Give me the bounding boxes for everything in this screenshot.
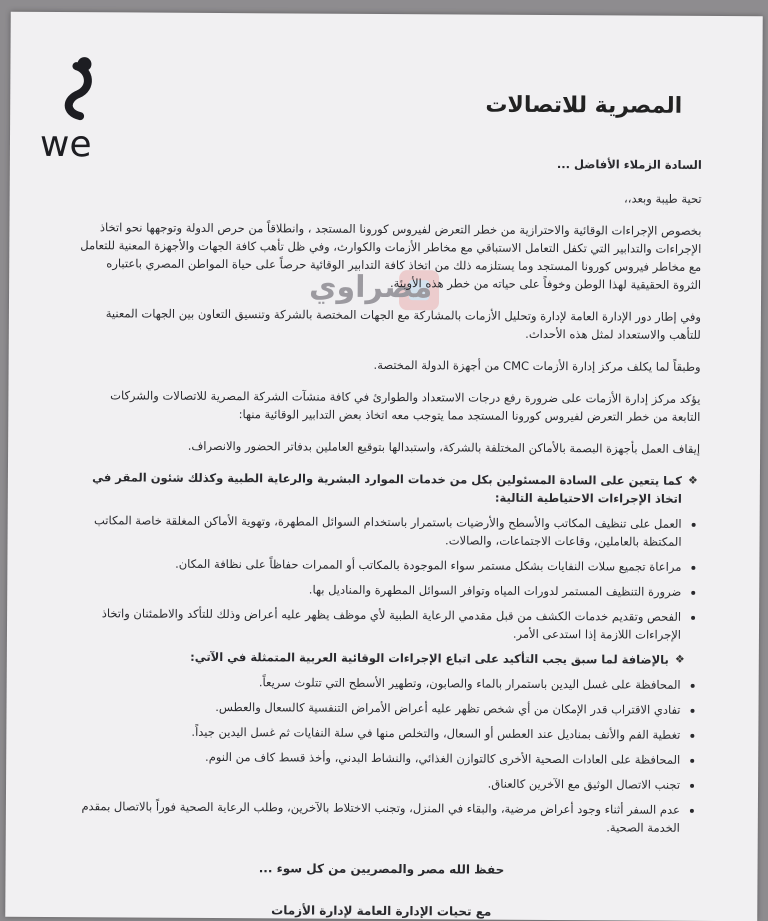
letter-body — [76, 152, 702, 844]
closing-line: حفظ الله مصر والمصريين من كل سوء ... — [258, 861, 505, 877]
we-logo — [32, 48, 123, 169]
salutation: السادة الزملاء الأفاضل ... — [556, 157, 702, 172]
directive-list-2 — [77, 647, 699, 669]
list-item: • تفادي الاقتراب قدر الإمكان من أي شخص تظهر عليه أعراض الأمراض التنفسية كالسعال والعطس. — [76, 697, 680, 719]
list-item: • تجنب الاتصال الوثيق مع الآخرين كالعناق. — [76, 772, 680, 794]
measures-list-2 — [76, 672, 699, 837]
list-item: • ضرورة التنظيف المستمر لدورات المياه وتوافر السوائل المطهرة والمناديل بها. — [77, 579, 681, 601]
measures-list-1 — [77, 511, 700, 644]
list-item: • تغطية الفم والأنف بمناديل عند العطس أو السعال، والتخلص منها في سلة النفايات ثم غسل اليدين جيداً. — [76, 722, 680, 744]
company-name: المصرية للاتصالات — [485, 92, 683, 119]
paragraph-5: إيقاف العمل بأجهزة البصمة بالأماكن المختلفة بالشركة، واستبدالها بتوقيع العاملين بدفاتر الحضور والانصراف. — [187, 438, 701, 456]
document-page — [5, 12, 763, 921]
list-item: • عدم السفر أثناء وجود أعراض مرضية، والبقاء في المنزل، وتجنب الاختلاط بالآخرين، وطلب الرعاية الصحية فوراً بالاتصال بمقدم الخدمة الصحية. — [76, 797, 680, 837]
list-item: • المحافظة على العادات الصحية الأخرى كالتوازن الغذائي، والنشاط البدني، وأخذ قسط كاف من النوم. — [76, 747, 680, 769]
paragraph-1: بخصوص الإجراءات الوقائية والاحترازية من خطر التعرض لفيروس كورونا المستجد ، وانطلاقاً من حرص الدولة وتوجهها نحو اتخاذ الإجراءات والتدابير التي تكفل التعامل الاستباقي مع مخاطر الأزمات والكوارث، وفي ظل تأهب كافة الجهات والأجهزة المعنية للتعامل مع مخاطر فيروس كورونا المستجد وما يستلزمه ذلك من اتخاذ كافة التدابير الوقائية حرصاً على حياة المواطن المصري باعتباره الثروة الحقيقية لهذا الوطن وخوفاً على حياته من خطر هذه الأوبئة. — [80, 220, 702, 292]
logo-text: we — [39, 123, 92, 166]
list-item: • الفحص وتقديم خدمات الكشف من قبل مقدمي الرعاية الطبية لأي موظف يظهر عليه أعراض وذلك للتأكد والاطمئنان واتخاذ الإجراءات اللازمة إذا استدعى الأمر. — [77, 604, 681, 644]
directive-1: ❖ كما يتعين على السادة المسئولين بكل من خدمات الموارد البشرية والرعاية الطبية وكذلك شئون المقر في اتخاذ الإجراءات الاحتياطية التالية: — [78, 468, 682, 508]
signature-line: مع تحيات الإدارة العامة لإدارة الأزمات — [271, 903, 492, 919]
paragraph-3: وطبقاً لما يكلف مركز إدارة الأزمات CMC من أجهزة الدولة المختصة. — [373, 357, 701, 374]
watermark-text: مصراوي — [308, 269, 433, 306]
list-item: • العمل على تنظيف المكاتب والأسطح والأرضيات باستمرار باستخدام السوائل المطهرة، وتهوية الأماكن المغلقة خاصة المكاتب المكتظة بالعاملين، وقاعات الاجتماعات، والصالات. — [78, 511, 682, 551]
letter-footer — [5, 860, 757, 921]
directive-2: ❖ بالإضافة لما سبق يجب التأكيد على اتباع الإجراءات الوقائية العربية المتمثلة في الآتي: — [77, 647, 669, 669]
paragraph-4: يؤكد مركز إدارة الأزمات على ضرورة رفع درجات الاستعداد والطوارئ في كافة منشآت الشركة المصرية للاتصالات والشركات التابعة من خطر التعرض لفيروس كورونا المستجد مما يتوجب معه اتخاذ بعض التدابير الوقائية منها: — [110, 388, 701, 424]
list-item: • مراعاة تجميع سلات النفايات بشكل مستمر سواء الموجودة بالمكاتب أو الممرات حفاظاً على نظافة المكان. — [77, 554, 681, 576]
paragraph-2: وفي إطار دور الإدارة العامة لإدارة وتحليل الأزمات بالمشاركة مع الجهات المختصة بالشركة وتنسيق التعاون بين الجهات المعنية للتأهب والاستعداد لمثل هذه الأحداث. — [105, 306, 701, 342]
greeting: تحية طيبة وبعد،، — [624, 191, 702, 206]
list-item: • المحافظة على غسل اليدين باستمرار بالماء والصابون، وتطهير الأسطح التي تتلوث سريعاً. — [77, 672, 681, 694]
directive-list — [78, 468, 700, 508]
